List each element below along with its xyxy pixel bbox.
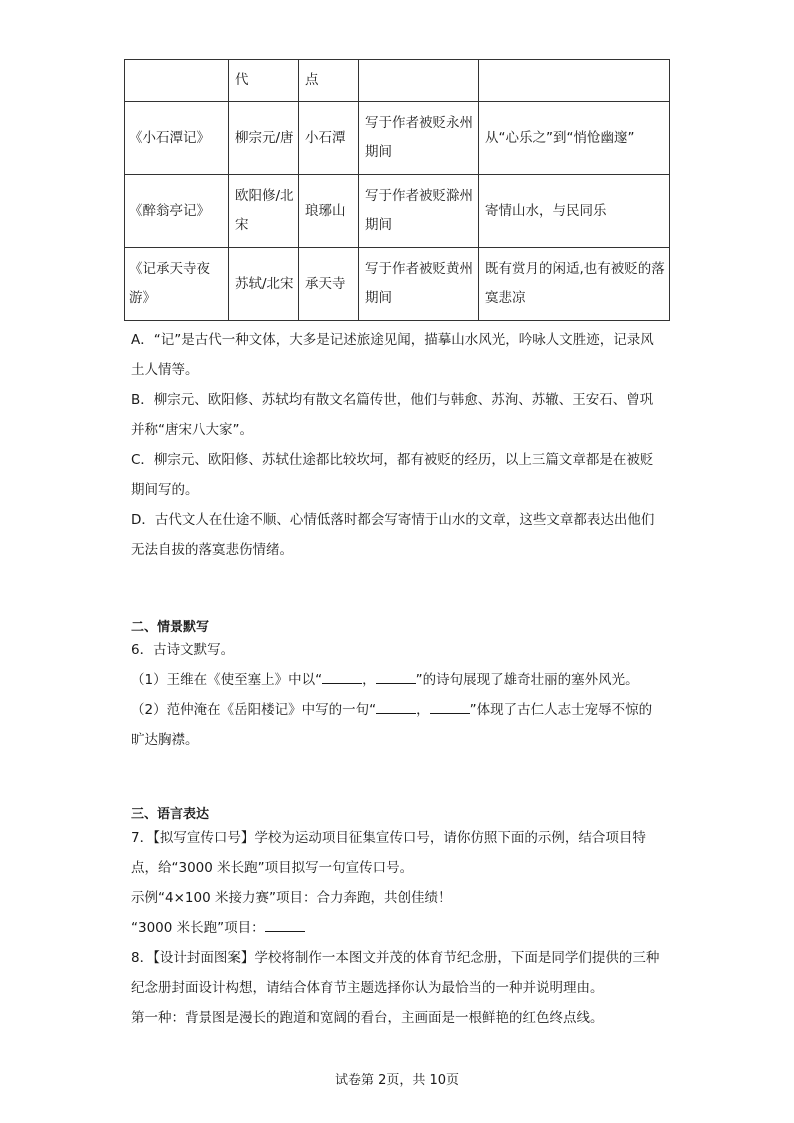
literature-table — [124, 59, 670, 321]
q7-answer-label: “3000 米长跑”项目： — [131, 920, 265, 936]
table-row — [125, 102, 670, 175]
table-cell: 苏轼/北宋 — [229, 248, 299, 321]
q6-2-prefix: （2）范仲淹在《岳阳楼记》中写的一句“ — [131, 702, 377, 718]
answer-blank[interactable] — [376, 669, 416, 684]
table-cell: 点 — [299, 60, 359, 102]
table-row — [125, 175, 670, 248]
table-row — [125, 60, 670, 102]
table-row — [125, 248, 670, 321]
table-cell: 寄情山水，与民同乐 — [479, 175, 670, 248]
question-6-2 — [131, 695, 661, 755]
q6-1-prefix: （1）王维在《使至塞上》中以“ — [131, 672, 323, 688]
table-cell: 《记承天寺夜游》 — [125, 248, 229, 321]
page-footer: 试卷第 2页，共 10页 — [334, 1073, 460, 1088]
table-cell: 柳宗元/唐 — [229, 102, 299, 175]
q6-2-sep: ， — [416, 702, 430, 718]
table-cell: 《小石潭记》 — [125, 102, 229, 175]
question-8: 8．【设计封面图案】学校将制作一本图文并茂的体育节纪念册，下面是同学们提供的三种纪念册封面设计构想，请结合体育节主题选择你认为最恰当的一种并说明理由。 — [131, 950, 660, 996]
question-7-example: 示例“4×100 米接力赛”项目：合力奔跑，共创佳绩！ — [131, 890, 452, 906]
q6-1-suffix: ”的诗句展现了雄奇壮丽的塞外风光。 — [415, 672, 639, 688]
question-6: 6．古诗文默写。 — [131, 642, 235, 658]
answer-options — [131, 325, 661, 565]
table-cell: 写于作者被贬黄州期间 — [359, 248, 479, 321]
question-6-1 — [131, 665, 661, 695]
expression-block — [131, 823, 661, 1033]
option-b: B．柳宗元、欧阳修、苏轼均有散文名篇传世，他们与韩愈、苏洵、苏辙、王安石、曾巩并称“唐宋八大家”。 — [131, 392, 654, 438]
table-cell: 欧阳修/北宋 — [229, 175, 299, 248]
option-c: C．柳宗元、欧阳修、苏轼仕途都比较坎坷，都有被贬的经历，以上三篇文章都是在被贬期间写的。 — [131, 452, 654, 498]
option-d: D．古代文人在仕途不顺、心情低落时都会写寄情于山水的文章，这些文章都表达出他们无法自拔的落寞悲伤情绪。 — [131, 512, 655, 558]
table-cell — [359, 60, 479, 102]
option-a: A．“记”是古代一种文体，大多是记述旅途见闻，描摹山水风光，吟咏人文胜迹，记录风土人情等。 — [131, 332, 654, 378]
question-8-first: 第一种：背景图是漫长的跑道和宽阔的看台，主画面是一根鲜艳的红色终点线。 — [131, 1010, 604, 1026]
question-7-answer — [131, 913, 661, 943]
section-title-expression: 三、语言表达 — [131, 807, 210, 822]
table-cell — [125, 60, 229, 102]
answer-blank[interactable] — [376, 699, 416, 714]
q6-2-suffix: ”体现了古仁人志士宠辱不惊的旷达胸襟。 — [131, 702, 653, 748]
table-cell: 小石潭 — [299, 102, 359, 175]
table-cell: 代 — [229, 60, 299, 102]
q6-1-sep: ， — [362, 672, 376, 688]
table-cell: 写于作者被贬永州期间 — [359, 102, 479, 175]
dictation-block — [131, 635, 661, 755]
table-cell: 《醉翁亭记》 — [125, 175, 229, 248]
table-cell: 既有赏月的闲适,也有被贬的落寞悲凉 — [479, 248, 670, 321]
answer-blank[interactable] — [322, 669, 362, 684]
table-cell: 从“心乐之”到“悄怆幽邃” — [479, 102, 670, 175]
table-cell — [479, 60, 670, 102]
table-cell: 承天寺 — [299, 248, 359, 321]
section-title-dictation: 二、情景默写 — [131, 620, 210, 635]
answer-blank[interactable] — [265, 917, 305, 932]
question-7: 7．【拟写宣传口号】学校为运动项目征集宣传口号，请你仿照下面的示例，结合项目特点，给“3000 米长跑”项目拟写一句宣传口号。 — [131, 830, 646, 876]
table-cell: 写于作者被贬滁州期间 — [359, 175, 479, 248]
answer-blank[interactable] — [430, 699, 470, 714]
table-cell: 琅琊山 — [299, 175, 359, 248]
